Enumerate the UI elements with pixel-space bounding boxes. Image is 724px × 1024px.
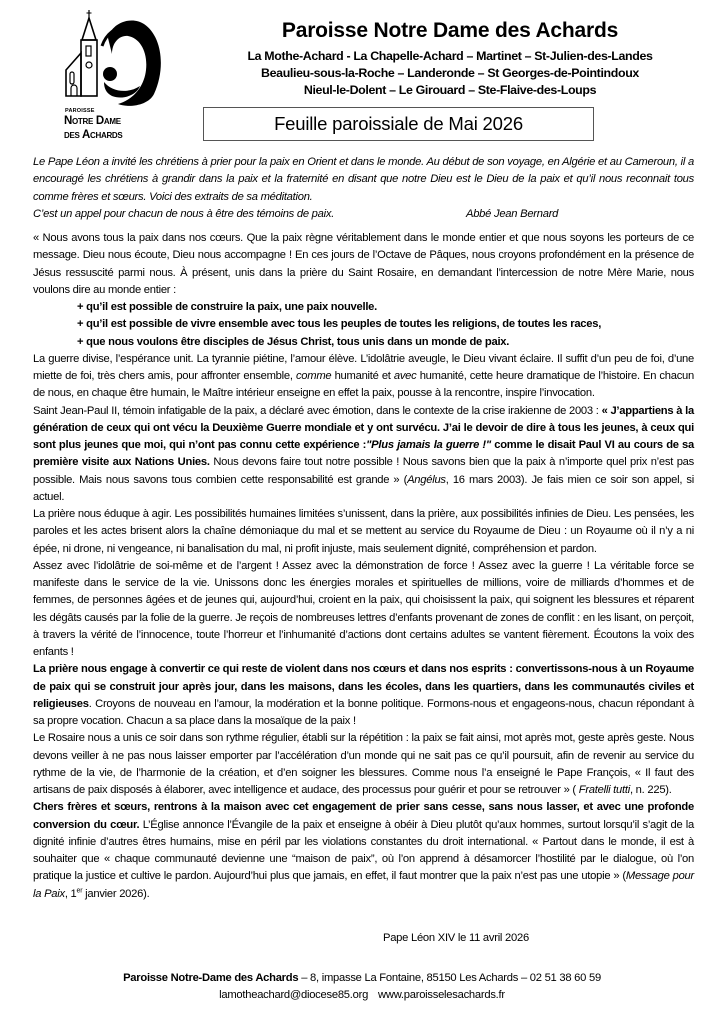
p3-quote-bold: « J’appartiens à la génération de ceux qui ont vécu la Deuxième Guerre mondiale et y ont survécu. J’ai le devoir de dire à tous les jeunes, à ceux qui sont plus jeunes que moi, qui n’ont pas connu cette expérience : bbox=[33, 404, 694, 451]
p8-superscript: er bbox=[76, 886, 83, 894]
paragraph-3 bbox=[33, 403, 694, 507]
paragraph-1: « Nous avons tous la paix dans nos cœurs. Que la paix règne véritablement dans le monde entier et que nous soyons les porteurs de ce message. Dieu nous écoute, Dieu nous accompagne ! En ces jours de l’Octave de Pâques, nous croyons profondément en la présence de Jésus ressuscité parmi nous. À présent, unis dans la prière du Saint Rosaire, en demandant l’intercession de notre Mère Marie, nous voulons dire au monde entier : bbox=[33, 232, 694, 296]
signature: Pape Léon XIV le 11 avril 2026 bbox=[383, 932, 529, 944]
footer-contact-line bbox=[0, 989, 724, 1001]
p2-italic-comme: comme bbox=[295, 370, 332, 382]
paragraph-4: La prière nous éduque à agir. Les possibilités humaines limitées s’unissent, dans la prière, aux possibilités infinies de Dieu. Les pensées, les paroles et les actes brisent alors la chaîne démoniaque du mal et se mettent au service du Royaume de Dieu : un Royaume où il n’y a ni épée, ni drone, ni vengeance, ni banalisation du mal, ni profit injuste, mais seulement dignité, compréhension et pardon. bbox=[33, 508, 694, 555]
p6-text: . Croyons de nouveau en l’amour, la modération et la bonne politique. Formons-nous et engageons-nous, chacun répondant à sa propre vocation. Chacun a sa place dans la mosaïque de la paix ! bbox=[33, 697, 694, 727]
paragraph-2 bbox=[33, 351, 694, 403]
p8-italic-message: Message pour la Paix bbox=[33, 870, 694, 900]
p2-text-c: humanité, cette heure dramatique de l’histoire. En chacun de nous, en chaque être humain, le Maître intérieur enseigne en effet la paix, pousse à la rencontre, inspire l’invocation. bbox=[33, 370, 694, 400]
intro-closing: C’est un appel pour chacun de nous à être des témoins de paix. bbox=[33, 207, 335, 220]
p7-text-b: , n. 225). bbox=[629, 784, 672, 796]
p2-text-b: humanité et bbox=[331, 370, 394, 382]
p8-text-c: janvier 2026). bbox=[82, 887, 150, 900]
bullet-1: + qu’il est possible de construire la paix, une paix nouvelle. bbox=[77, 301, 378, 313]
p3-quote-bold-italic: "Plus jamais la guerre !" bbox=[366, 439, 491, 451]
p3-text-c: , 16 mars 2003). Je fais mien ce soir son appel, si actuel. bbox=[33, 473, 694, 503]
p7-text-a: Le Rosaire nous a unis ce soir dans son rythme régulier, établi sur la répétition : la paix se fait ainsi, mot après mot, geste après geste. Nous devons veiller à ne pas nous laisser emporter par l’accélération d’un monde qui ne sait pas ce qu’il poursuit, afin de revenir au service du rythme de la vie, de l’harmonie de la création, et d’en soigner les blessures. Comme nous l’a enseigné le Pape François, « Il faut des artisans de paix disposés à élaborer, avec intelligence et audace, des processus pour guérir et pour se retrouver » ( bbox=[33, 732, 694, 796]
church-madonna-icon bbox=[62, 8, 172, 108]
logo-small-label: PAROISSE bbox=[65, 108, 95, 114]
bullet-3: + que nous voulons être disciples de Jésus Christ, tous unis dans un monde de paix. bbox=[77, 335, 510, 348]
p2-italic-avec: avec bbox=[393, 370, 417, 382]
intro-author: Abbé Jean Bernard bbox=[466, 207, 559, 220]
footer-website-link[interactable]: www.paroisselesachards.fr bbox=[378, 989, 505, 1001]
paragraph-8 bbox=[33, 799, 694, 903]
bullet-2: + qu’il est possible de vivre ensemble avec tous les peuples de toutes les religions, de toutes les races, bbox=[77, 318, 602, 331]
sheet-title: Feuille paroissiale de Mai 2026 bbox=[274, 113, 523, 134]
intro-paragraph bbox=[33, 154, 694, 206]
paragraph-7 bbox=[33, 730, 694, 799]
footer-address: – 8, impasse La Fontaine, 85150 Les Achards – 02 51 38 60 59 bbox=[298, 972, 601, 984]
p2-text-a: La guerre divise, l’espérance unit. La tyrannie piétine, l’amour élève. L’idolâtrie aveugle, le Dieu vivant éclaire. Il suffit d’un peu de foi, d’une miette de foi, très chers amis, pour affronter ensemble, bbox=[33, 352, 694, 382]
p3-italic-angelus: Angélus bbox=[407, 473, 446, 486]
parish-title: Paroisse Notre Dame des Achards bbox=[281, 19, 619, 42]
footer-address-line bbox=[0, 972, 724, 984]
p3-text-b: Nous devons faire tout notre possible ! Nous savons bien que la paix à n’importe quel prix n’est pas possible. Mais nous savons tous combien cette responsabilité est grande » ( bbox=[33, 456, 694, 486]
communes-line-3: Nieul-le-Dolent – Le Girouard – Ste-Flaive-des-Loups bbox=[303, 83, 597, 97]
spacer bbox=[33, 223, 694, 230]
logo-line-1: Notre Dame bbox=[64, 115, 121, 127]
communes-line-1: La Mothe-Achard - La Chapelle-Achard – Martinet – St-Julien-des-Landes bbox=[247, 49, 653, 63]
p3-text-a: Saint Jean-Paul II, témoin infatigable de la paix, a déclaré avec émotion, dans le contexte de la crise irakienne de 2003 : bbox=[33, 404, 602, 417]
communes-line-2: Beaulieu-sous-la-Roche – Landeronde – St Georges-de-Pointindoux bbox=[261, 66, 639, 80]
p7-italic-fratelli: Fratelli tutti bbox=[578, 784, 630, 796]
logo-line-2: des Achards bbox=[64, 129, 123, 141]
intro-text: Le Pape Léon a invité les chrétiens à prier pour la paix en Orient et dans le monde. Au début de son voyage, en Algérie et au Cameroun, il a encouragé les chrétiens à grandir dans la paix et la fraternité en disant que notre Dieu est le Dieu de la paix et qu’il nous reconnait tous comme frères et sœurs. Voici des extraits de sa méditation. bbox=[33, 156, 694, 203]
intro-closing-line bbox=[33, 206, 694, 223]
p3-quote-bold-end: comme le disait Paul VI au cours de sa première visite aux Nations Unies. bbox=[33, 439, 694, 469]
p6-bold: La prière nous engage à convertir ce qui reste de violent dans nos cœurs et dans nos esprits : convertissons-nous à un Royaume de paix qui se construit jour après jour, dans les maisons, dans les écoles, dans les quartiers, dans les communautés civiles et religieuses bbox=[33, 663, 694, 710]
sheet-title-box bbox=[203, 107, 594, 141]
paragraph-6 bbox=[33, 661, 694, 730]
p8-bold: Chers frères et sœurs, rentrons à la maison avec cet engagement de prier sans cesse, sans nous lasser, et avec une profonde conversion du cœur. bbox=[33, 801, 694, 831]
p8-text-b: , 1 bbox=[64, 887, 77, 900]
parish-logo bbox=[56, 8, 176, 146]
p8-text-a: L’Église annonce l’Évangile de la paix et enseigne à obéir à Dieu plutôt qu’aux hommes, surtout lorsqu’il s’agit de la dignité infinie d’autres êtres humains, mise en péril par les violations constantes du droit international. « Partout dans le monde, il est à souhaiter que « chaque communauté devienne une “maison de paix”, où l’on apprend à désamorcer l’hostilité par le dialogue, où l’on pratique la justice et cultive le pardon. Aujourd’hui plus que jamais, en effet, il faut montrer que la paix n’est pas une utopie » ( bbox=[33, 818, 694, 883]
footer-email-link[interactable]: lamotheachard@diocese85.org bbox=[219, 989, 369, 1001]
newsletter-body bbox=[33, 154, 694, 903]
paragraph-5: Assez avec l’idolâtrie de soi-même et de l’argent ! Assez avec la démonstration de force ! Assez avec la guerre ! La véritable force se manifeste dans le service de la vie. Unissons donc les énergies morales et spirituelles de millions, voire de milliards d’hommes et de femmes, de personnes âgées et de jeunes qui, aujourd’hui, croient en la paix, qui choisissent la paix, qui soignent les blessures et réparent les dégâts causés par la folie de la guerre. Je reçois de nombreuses lettres d’enfants provenant de zones de conflit : en les lisant, on perçoit, à travers la vérité de l’innocence, toute l’horreur et l’inhumanité d’actions dont certains adultes se vantent fièrement. Écoutons la voix des enfants ! bbox=[33, 559, 694, 658]
footer-org-name: Paroisse Notre-Dame des Achards bbox=[123, 972, 299, 984]
